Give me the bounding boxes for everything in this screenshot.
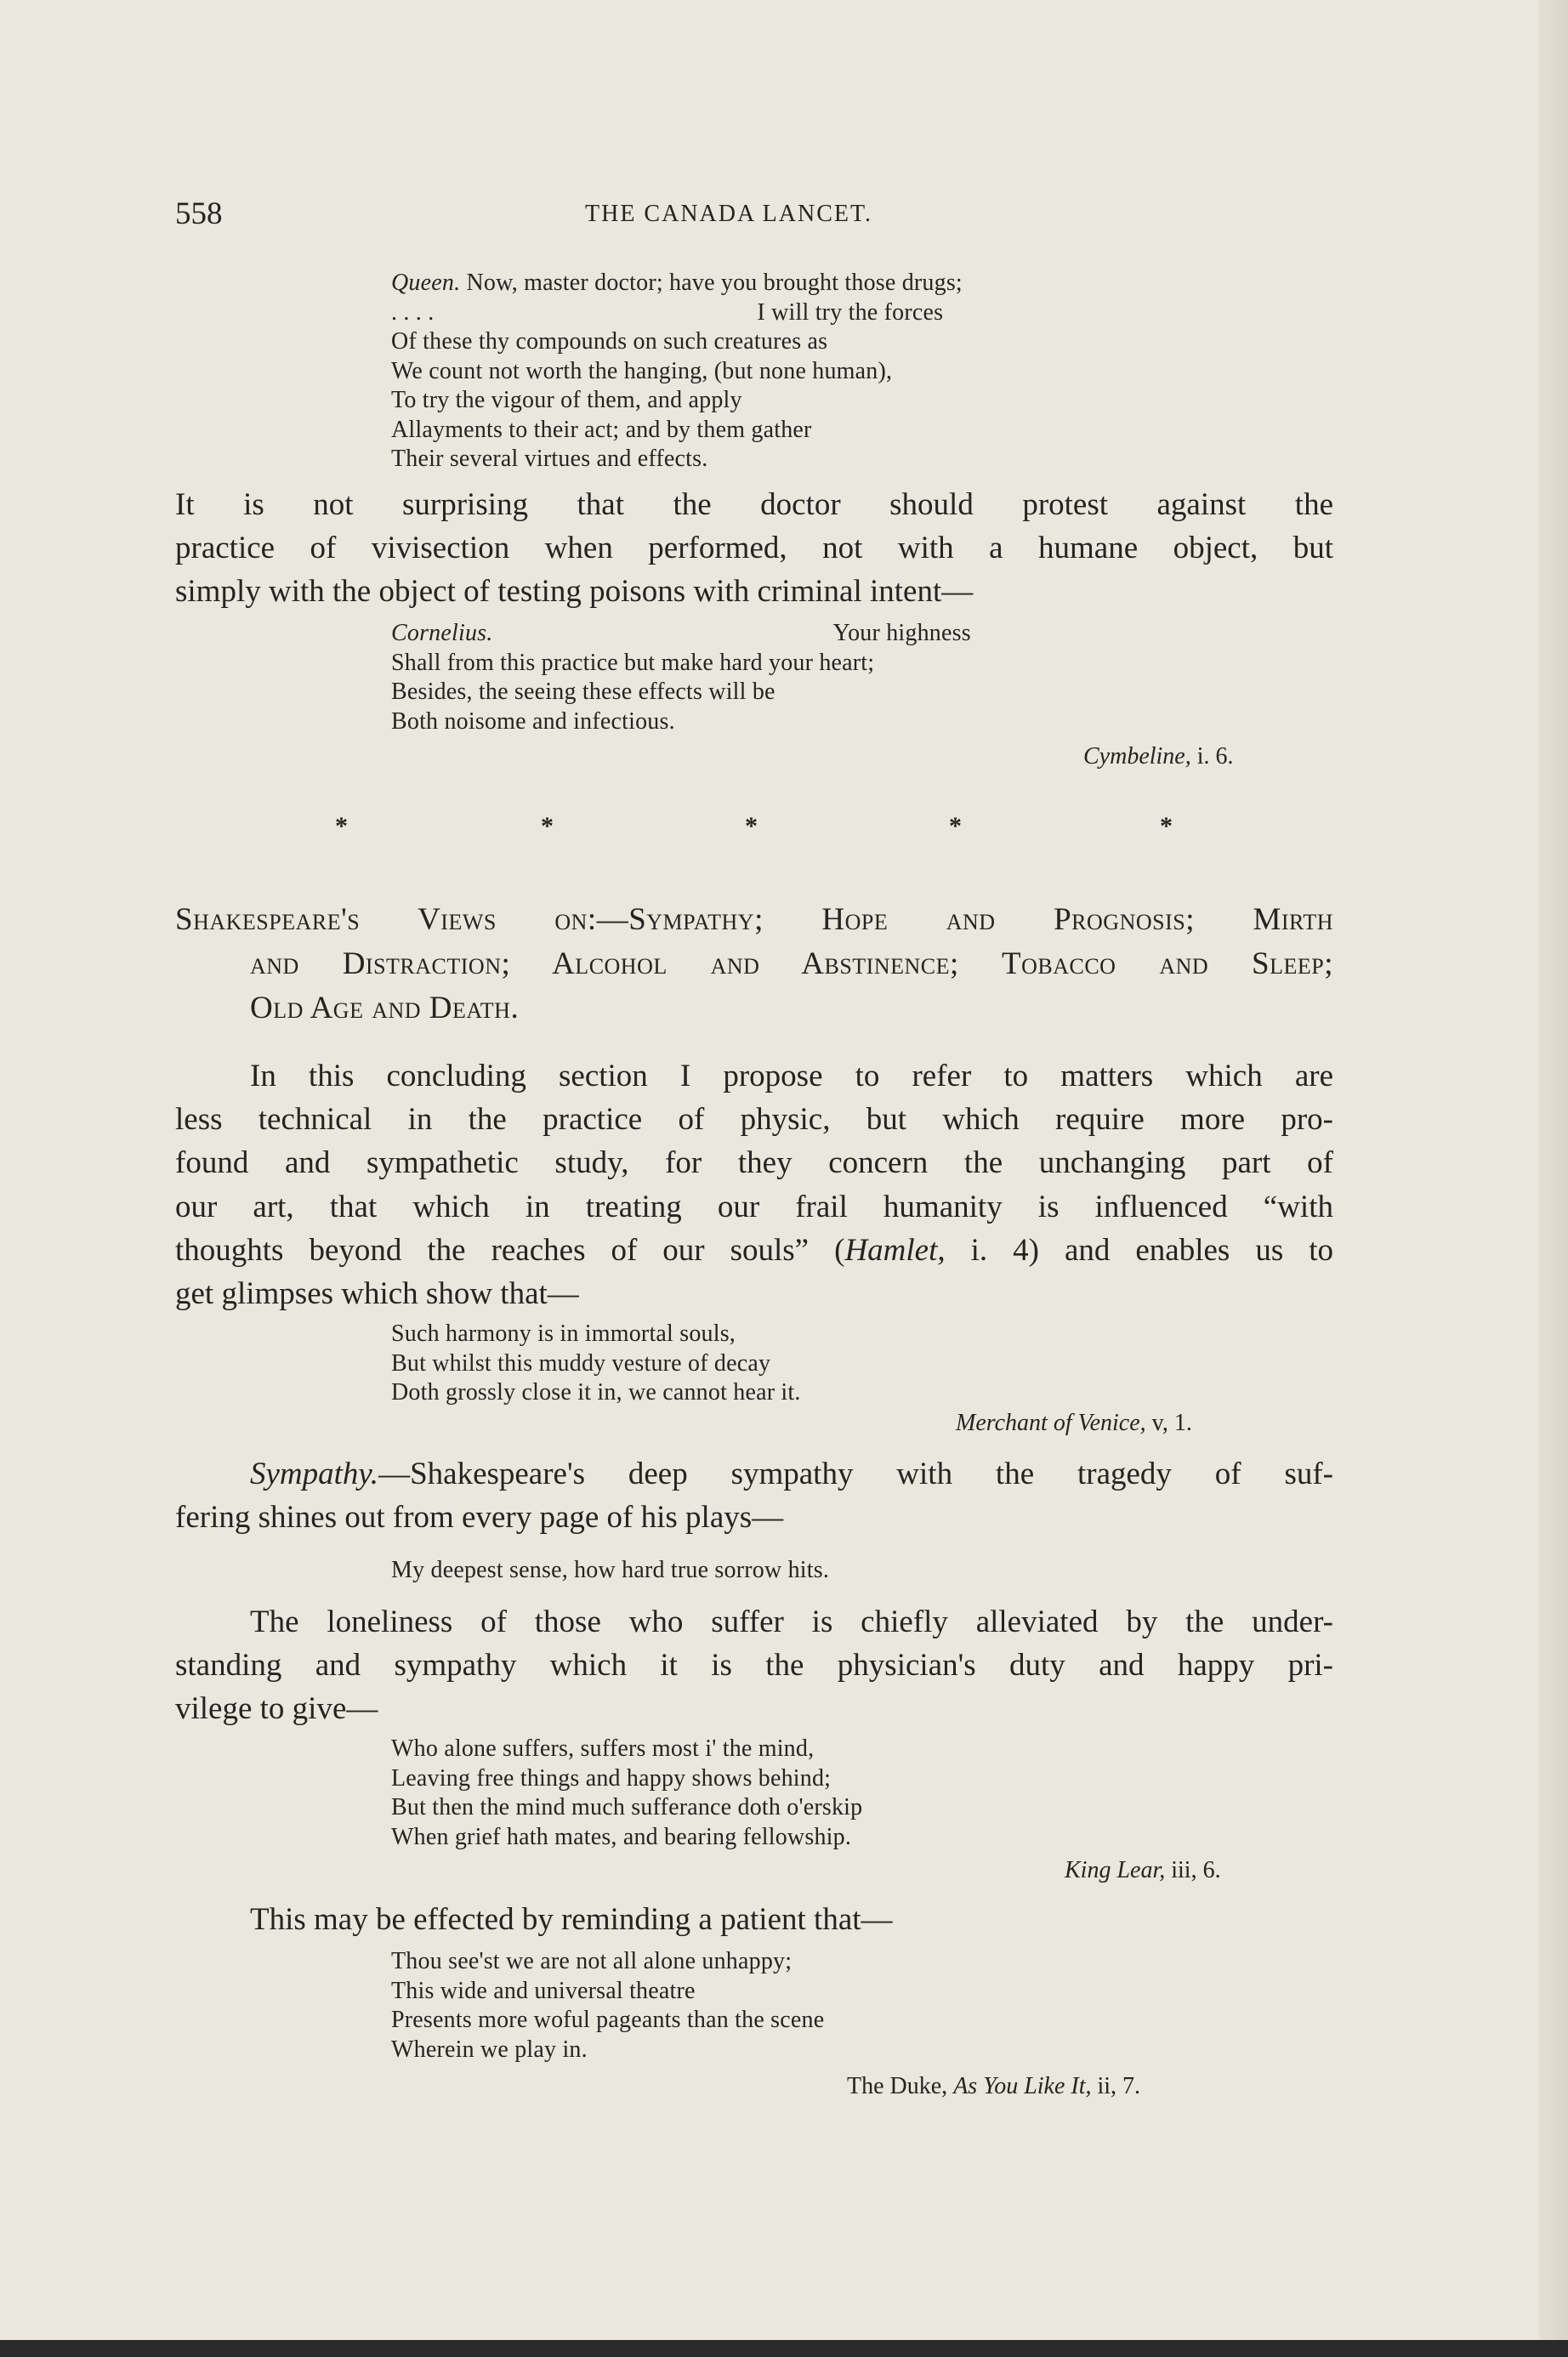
verse-block-king-lear [391, 1735, 862, 1852]
paragraph-line: fering shines out from every page of his plays— [175, 1500, 784, 1536]
paragraph-line: found and sympathetic study, for they concern the unchanging part of [175, 1145, 1333, 1181]
paragraph-line: practice of vivisection when performed, not with a humane object, but [175, 531, 1333, 566]
citation-cymbeline: Cymbeline, i. 6. [1083, 743, 1234, 770]
verse-block-queen [391, 269, 963, 474]
paragraph-reminding: This may be effected by reminding a patient that— [250, 1902, 893, 1937]
verse-line: Doth grossly close it in, we cannot hear it. [391, 1379, 801, 1406]
verse-line: Of these thy compounds on such creatures as [391, 328, 828, 355]
paragraph-concluding-section [175, 1054, 1333, 1315]
paragraph-line: simply with the object of testing poisons with criminal intent— [175, 574, 974, 610]
page-number: 558 [175, 196, 223, 231]
paragraph-line: In this concluding section I propose to refer to matters which are [250, 1059, 1333, 1093]
separator-star: * [949, 812, 962, 840]
citation-as-you-like-it: The Duke, As You Like It, ii, 7. [847, 2073, 1141, 2099]
paragraph-vivisection [175, 483, 1333, 614]
verse-single-line: My deepest sense, how hard true sorrow hits. [391, 1557, 830, 1583]
verse-line: Their several virtues and effects. [391, 446, 708, 472]
paragraph-line: Sympathy.—Shakespeare's deep sympathy with the tragedy of suf- [250, 1457, 1333, 1491]
paragraph-line: less technical in the practice of physic, but which require more pro- [175, 1102, 1333, 1138]
verse-block-harmony [391, 1320, 801, 1408]
verse-line: Cornelius. Your highness [391, 620, 971, 646]
paragraph-line: thoughts beyond the reaches of our souls” (Hamlet, i. 4) and enables us to [175, 1232, 1333, 1268]
paragraph-sympathy [175, 1452, 1333, 1539]
separator-star: * [1160, 812, 1173, 840]
paragraph-loneliness [175, 1600, 1333, 1731]
verse-line: But whilst this muddy vesture of decay [391, 1349, 771, 1377]
subsection-title: Sympathy. [250, 1457, 379, 1491]
verse-line: To try the vigour of them, and apply [391, 387, 742, 413]
verse-line: Leaving free things and happy shows behind; [391, 1764, 832, 1792]
speaker-name: Queen. [391, 270, 461, 296]
heading-line: Shakespeare's Views on:—Sympathy; Hope and Prognosis; Mirth [175, 902, 1333, 937]
paragraph-line: The loneliness of those who suffer is chiefly alleviated by the under- [250, 1604, 1333, 1639]
verse-block-cornelius [391, 619, 971, 736]
verse-line: But then the mind much sufferance doth o'erskip [391, 1794, 863, 1820]
separator-star: * [745, 812, 758, 840]
verse-line: Both noisome and infectious. [391, 707, 675, 735]
paragraph-line: It is not surprising that the doctor should protest against the [175, 487, 1333, 522]
speaker-name: Cornelius. [391, 620, 493, 646]
heading-line: and Distraction; Alcohol and Abstinence; Tobacco and Sleep; [250, 946, 1333, 981]
separator-star: * [335, 812, 348, 840]
verse-line: When grief hath mates, and bearing fellowship. [391, 1823, 852, 1850]
verse-line: Shall from this practice but make hard your heart; [391, 649, 875, 676]
verse-line: Such harmony is in immortal souls, [391, 1320, 736, 1347]
separator-star: * [541, 812, 554, 840]
paragraph-line: vilege to give— [175, 1691, 378, 1727]
verse-line: Presents more woful pageants than the scene [391, 2007, 825, 2033]
verse-line: Besides, the seeing these effects will be [391, 679, 775, 705]
citation-king-lear: King Lear, iii, 6. [1065, 1857, 1221, 1883]
verse-line: Allayments to their act; and by them gather [391, 416, 812, 443]
citation-merchant-of-venice: Merchant of Venice, v, 1. [956, 1410, 1192, 1436]
verse-line: Wherein we play in. [391, 2036, 588, 2063]
running-title: THE CANADA LANCET. [585, 201, 873, 227]
verse-block-as-you-like-it [391, 1947, 824, 2065]
section-heading [175, 898, 1333, 1031]
page-edge-shadow [1539, 0, 1568, 2357]
page-bottom-border [0, 2340, 1568, 2357]
verse-line: We count not worth the hanging, (but none human), [391, 357, 893, 384]
paragraph-line: standing and sympathy which it is the physician's duty and happy pri- [175, 1648, 1333, 1684]
verse-line: . . . . I will try the forces [391, 298, 944, 326]
verse-line: This wide and universal theatre [391, 1977, 696, 2004]
heading-line: Old Age and Death. [250, 991, 520, 1025]
ellipsis: . . . . [391, 298, 435, 326]
verse-line: Who alone suffers, suffers most i' the mind, [391, 1735, 815, 1762]
paragraph-line: our art, that which in treating our frail humanity is influenced “with [175, 1189, 1333, 1224]
verse-line: Thou see'st we are not all alone unhappy; [391, 1948, 793, 1974]
paragraph-line: get glimpses which show that— [175, 1276, 579, 1312]
verse-line: Queen. Now, master doctor; have you brought those drugs; [391, 270, 963, 296]
